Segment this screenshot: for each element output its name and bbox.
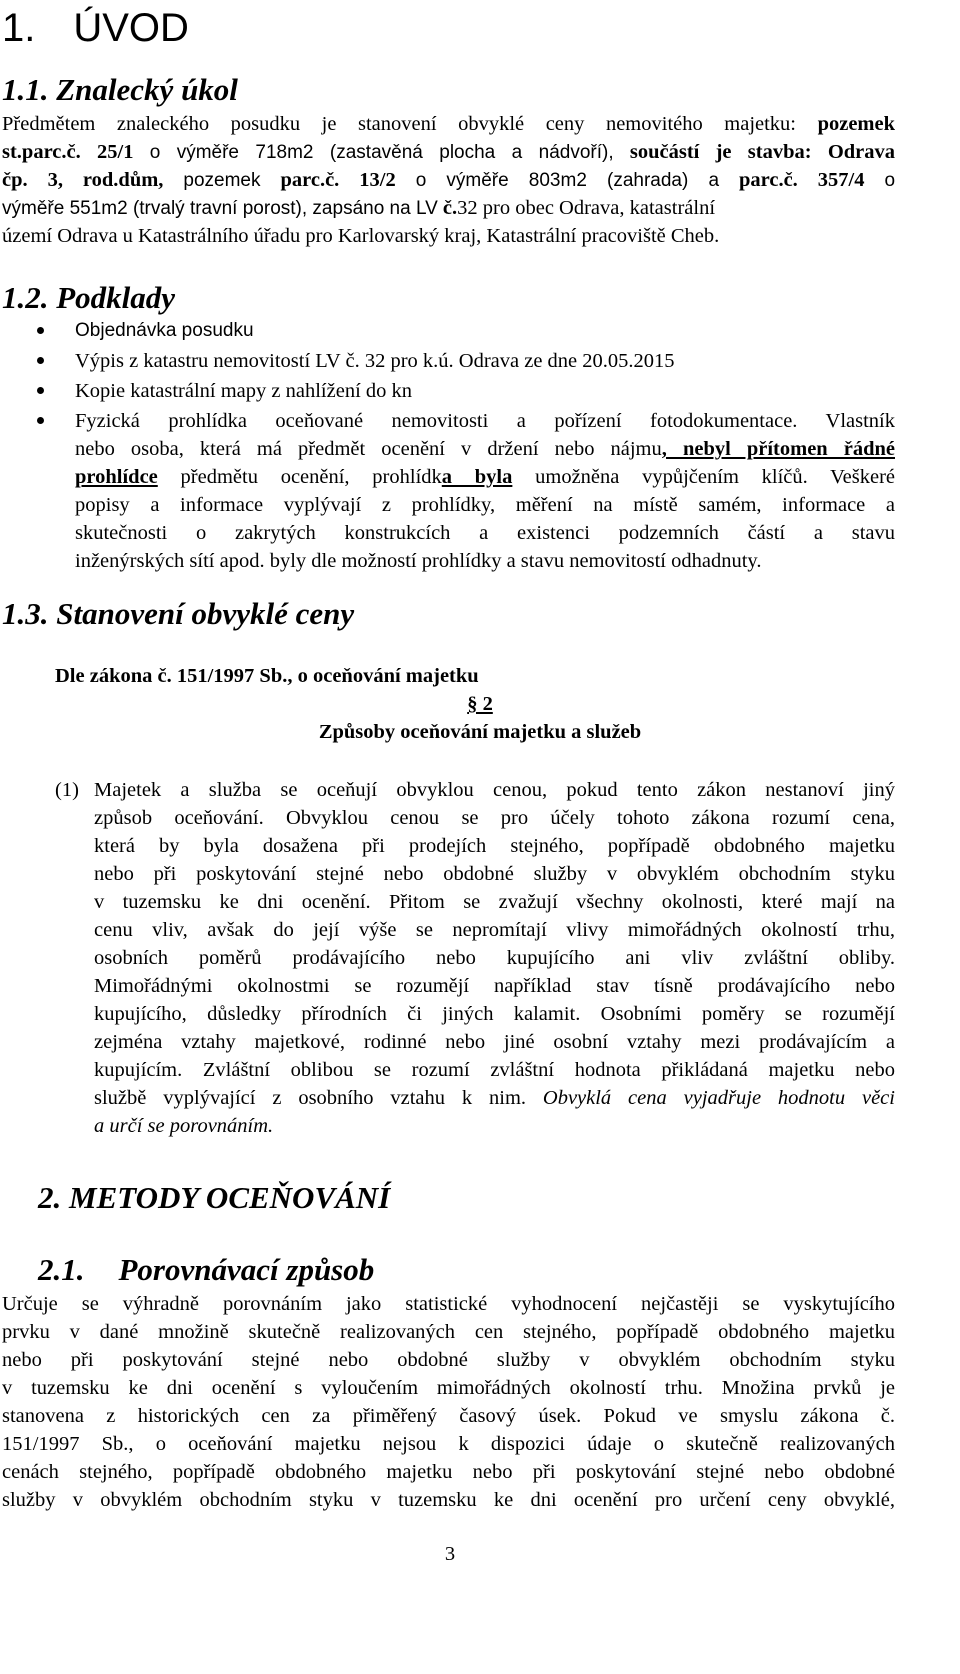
text-run: skutečnosti o zakrytých konstrukcích a existenci podzemních částí a stavu: [75, 522, 895, 544]
text-run: č.: [442, 197, 458, 219]
paragraph-line: [2, 1430, 895, 1458]
text-run: st.parc.č. 25/1: [2, 141, 134, 163]
section-1-2-heading: [2, 280, 175, 316]
text-run: Určuje se výhradně porovnáním jako statistické vyhodnocení nejčastěji se vyskytujícího: [2, 1293, 895, 1315]
text-run: výměře 551m2 (trvalý travní porost), zapsáno na LV: [2, 198, 438, 219]
section-1-1-heading: [2, 72, 238, 108]
text-run: nebo osoba, která má předmět ocenění v držení nebo nájmu: [75, 438, 662, 460]
section-title: Porovnávací způsob: [118, 1252, 375, 1287]
section-1-heading: [2, 4, 189, 52]
paragraph-line: [2, 1374, 895, 1402]
text-run: způsob oceňování. Obvyklou cenou se pro účely tohoto zákona rozumí cena,: [94, 807, 895, 829]
law-line: [94, 804, 895, 832]
section-title: METODY OCEŇOVÁNÍ: [69, 1180, 391, 1215]
text-run: zejména vztahy majetkové, rodinné nebo jiné osobní vztahy mezi prodávajícím a: [94, 1031, 895, 1053]
paragraph-line: [2, 166, 895, 195]
text-run: prvku v dané množině skutečně realizovaných cen stejného, popřípadě obdobného majetku: [2, 1321, 895, 1343]
law-line: [94, 1000, 895, 1028]
paragraph-line: [2, 138, 895, 167]
text-run: cenu vliv, avšak do její výše se nepromítají vlivy mimořádných okolností trhu,: [94, 919, 895, 941]
paragraph-line: [2, 222, 719, 250]
paragraph-line: [2, 1290, 895, 1318]
text-run: v tuzemsku ke dni ocenění. Přitom se zvažují všechny okolnosti, které mají na: [94, 891, 895, 913]
text-run: osobních poměrů prodávajícího nebo kupujícího ani vliv zvláštní obliby.: [94, 947, 895, 969]
law-line: [94, 972, 895, 1000]
law-line: [94, 916, 895, 944]
law-reference: [55, 662, 479, 690]
bullet-icon: [37, 357, 44, 364]
text-run: prohlídce: [75, 466, 158, 488]
text-run: Fyzická prohlídka oceňované nemovitosti a pořízení fotodokumentace. Vlastník: [75, 410, 895, 432]
law-clause-number: (1): [55, 779, 79, 801]
text-run: cenách stejného, popřípadě obdobného majetku nebo při poskytování stejné nebo obdobné: [2, 1461, 895, 1483]
law-line: [94, 860, 895, 888]
paragraph-line: [2, 110, 895, 138]
bullet-icon: [37, 387, 44, 394]
section-number: 1.: [2, 6, 36, 50]
law-line: [94, 1028, 895, 1056]
text-run: která by byla dosažena při prodejích stejného, popřípadě obdobného majetku: [94, 835, 895, 857]
paragraph-line: [2, 1346, 895, 1374]
text-run: stanovena z historických cen za přiměřený časový úsek. Pokud ve smyslu zákona č.: [2, 1405, 895, 1427]
section-title: Podklady: [56, 280, 176, 315]
list-item: Objednávka posudku: [75, 320, 254, 341]
text-run: kupujícího, důsledky přírodních či jiných kalamit. Osobními poměry se rozumějí: [94, 1003, 895, 1025]
paragraph-line: [2, 1458, 895, 1486]
text-run: o výměře 803m2 (zahrada) a: [415, 170, 720, 191]
paragraph-line: [2, 1486, 895, 1514]
bullet-icon: [37, 417, 44, 424]
text-run: nebo při poskytování stejné nebo obdobné služby v obvyklém obchodním styku: [2, 1349, 895, 1371]
text-run: , o oceňování majetku: [287, 665, 479, 687]
text-run: , nebyl přítomen řádné: [661, 438, 895, 460]
law-line: [94, 944, 895, 972]
section-title: ÚVOD: [73, 6, 189, 50]
law-paragraph-sign: § 2: [467, 693, 493, 715]
law-line: [94, 1084, 895, 1112]
list-item-line: [75, 435, 895, 463]
text-run: parc.č. 357/4: [738, 169, 865, 191]
text-run: inženýrských sítí apod. byly dle možností prohlídky a stavu nemovitostí odhadnuty.: [75, 550, 762, 572]
text-run: parc.č. 13/2: [280, 169, 396, 191]
law-line: [94, 1056, 895, 1084]
text-run: umožněna vypůjčením klíčů. Veškeré: [535, 466, 896, 488]
paragraph-line: [2, 1318, 895, 1346]
text-run: území Odrava u Katastrálního úřadu pro Karlovarský kraj, Katastrální pracoviště Cheb.: [2, 225, 720, 247]
text-run: čp. 3, rod.dům,: [2, 169, 164, 191]
text-run: o výměře 718m2 (zastavěná plocha a nádvoří),: [149, 142, 614, 163]
text-run: a byla: [441, 466, 513, 488]
section-title: Stanovení obvyklé ceny: [56, 596, 355, 631]
text-run: službě vyplývající z osobního vztahu k nim.: [94, 1087, 527, 1109]
paragraph-line: [2, 1402, 895, 1430]
list-item-line: [75, 519, 895, 547]
section-2-heading: [38, 1180, 390, 1216]
text-run: pozemek: [183, 170, 261, 191]
text-run: předmětu ocenění, prohlídk: [180, 466, 442, 488]
section-number: 2.1.: [38, 1252, 85, 1287]
text-run: Majetek a služba se oceňují obvyklou cenou, pokud tento zákon nestanoví jiný: [94, 779, 895, 801]
paragraph-line: [2, 194, 715, 223]
section-number: 2.: [38, 1180, 62, 1215]
law-line: [94, 888, 895, 916]
text-run: 32 pro obec Odrava, katastrální: [457, 197, 716, 219]
law-paragraph-title: Způsoby oceňování majetku a služeb: [318, 721, 642, 743]
section-number: 1.3.: [2, 596, 49, 631]
list-item: Kopie katastrální mapy z nahlížení do kn: [75, 380, 413, 402]
text-run: služby v obvyklém obchodním styku v tuzemsku ke dni ocenění pro určení ceny obvyklé,: [2, 1489, 895, 1511]
text-run: Obvyklá cena vyjadřuje hodnotu věci: [542, 1087, 895, 1109]
list-item-line: [75, 491, 895, 519]
text-run: o: [884, 170, 896, 191]
law-line: [94, 832, 895, 860]
page-number: 3: [444, 1543, 456, 1565]
law-line: [94, 776, 895, 804]
text-run: nebo při poskytování stejné nebo obdobné služby v obvyklém obchodním styku: [94, 863, 895, 885]
text-run: Mimořádnými okolnostmi se rozumějí například stav tísně prodávajícího nebo: [94, 975, 895, 997]
text-run: Předmětem znaleckého posudku je stanovení obvyklé ceny nemovitého majetku:: [2, 113, 797, 135]
text-run: popisy a informace vyplývají z prohlídky, měření na místě samém, informace a: [75, 494, 895, 516]
list-item-line: [75, 463, 895, 491]
bullet-icon: [37, 327, 44, 334]
text-run: 151/1997 Sb., o oceňování majetku nejsou k dispozici údaje o skutečně realizovaných: [2, 1433, 895, 1455]
section-1-3-heading: [2, 596, 354, 632]
text-run: a určí se porovnáním.: [94, 1115, 274, 1137]
section-title: Znalecký úkol: [56, 72, 238, 107]
list-item: Výpis z katastru nemovitostí LV č. 32 pro k.ú. Odrava ze dne 20.05.2015: [75, 350, 675, 372]
list-item-line: [75, 547, 761, 575]
text-run: v tuzemsku ke dni ocenění s vyloučením mimořádných okolností trhu. Množina prvků je: [2, 1377, 895, 1399]
section-number: 1.2.: [2, 280, 49, 315]
text-run: kupujícím. Zvláštní oblibou se rozumí zvláštní hodnota přikládaná majetku nebo: [94, 1059, 895, 1081]
section-number: 1.1.: [2, 72, 49, 107]
text-run: Dle zákona č. 151/1997 Sb.: [55, 665, 288, 687]
text-run: součástí je stavba: Odrava: [629, 141, 896, 163]
list-item-line: [75, 407, 895, 435]
text-run: pozemek: [817, 113, 895, 135]
section-2-1-heading: [38, 1252, 374, 1288]
law-line: [94, 1112, 273, 1140]
